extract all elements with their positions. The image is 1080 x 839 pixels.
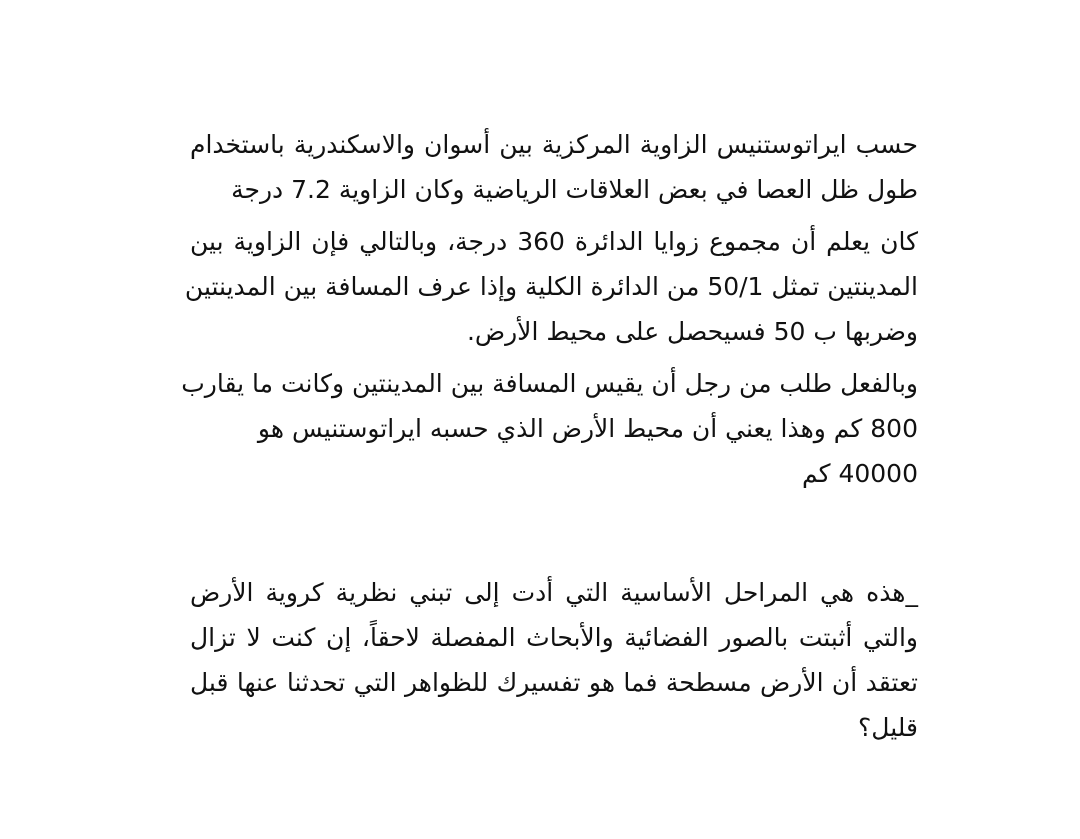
text-line: 800 كم وهذا يعني أن محيط الأرض الذي حسبه ايراتوستنيس هو [257,414,918,443]
text-line: حسب ايراتوستنيس الزاوية المركزية بين أسوان والاسكندرية باستخدام [190,130,918,159]
text-line: المدينتين تمثل 50/1 من الدائرة الكلية وإذا عرف المسافة بين المدينتين [184,272,918,301]
paragraph-angle-measurement [190,122,918,212]
paragraph-circle-fraction [184,219,918,354]
paragraph-conclusion [190,570,918,750]
text-line: 40000 كم [801,459,918,488]
document-body [181,122,918,750]
text-line: وضربها ب 50 فسيحصل على محيط الأرض. [466,317,918,346]
text-line: والتي أثبتت بالصور الفضائية والأبحاث المفصلة لاحقاً، إن كنت لا تزال [190,623,918,652]
text-line: تعتقد أن الأرض مسطحة فما هو تفسيرك للظواهر التي تحدثنا عنها قبل [190,668,918,697]
text-line: وبالفعل طلب من رجل أن يقيس المسافة بين المدينتين وكانت ما يقارب [181,369,918,398]
text-line: طول ظل العصا في بعض العلاقات الرياضية وكان الزاوية 7.2 درجة [231,175,918,204]
paragraph-distance-result [181,361,918,496]
text-line: كان يعلم أن مجموع زوايا الدائرة 360 درجة، وبالتالي فإن الزاوية بين [190,227,918,256]
text-line: _هذه هي المراحل الأساسية التي أدت إلى تبني نظرية كروية الأرض [190,578,918,607]
text-line: قليل؟ [858,713,918,742]
